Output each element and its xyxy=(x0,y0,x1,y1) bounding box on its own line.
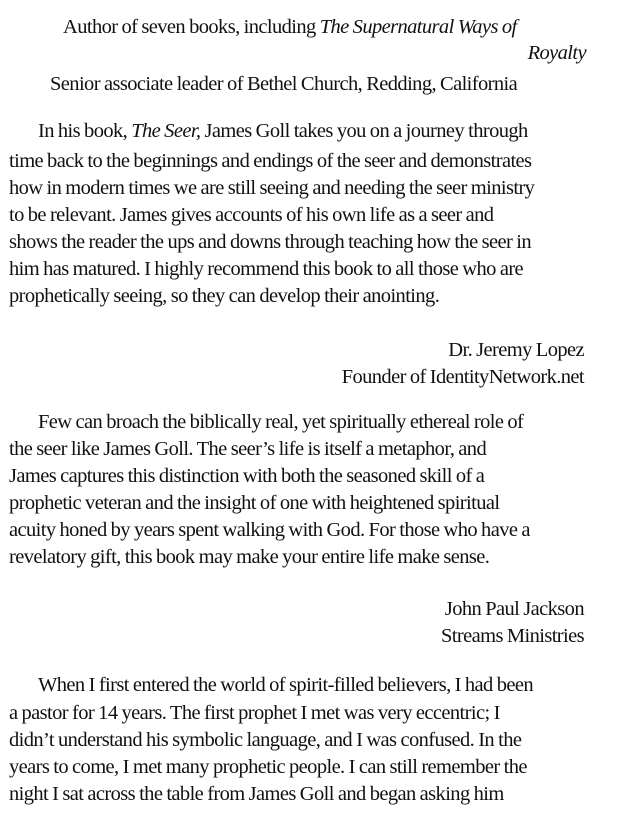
endorsement3-line: didn’t understand his symbolic language, and I was confused. In the xyxy=(9,729,522,751)
endorsement1-line: to be relevant. James gives accounts of his own life as a seer and xyxy=(9,204,494,226)
endorser2-name: John Paul Jackson xyxy=(444,598,584,620)
endorser1-name: Dr. Jeremy Lopez xyxy=(448,339,584,361)
endorsement1-prefix: In his book, xyxy=(38,120,132,142)
endorsement3-line: years to come, I met many prophetic people. I can still remember the xyxy=(9,756,527,778)
endorsement1-line: prophetically seeing, so they can develop their anointing. xyxy=(9,285,440,307)
endorsement1-rest: James Goll takes you on a journey through xyxy=(200,120,528,142)
endorser1-org: Founder of IdentityNetwork.net xyxy=(341,366,584,388)
endorsement2-line: the seer like James Goll. The seer’s life is itself a metaphor, and xyxy=(9,438,487,460)
endorsement1-line: time back to the beginnings and endings of the seer and demonstrates xyxy=(9,150,532,172)
book-title-end: Royalty xyxy=(527,42,586,64)
endorsement2-line: revelatory gift, this book may make your entire life make sense. xyxy=(9,546,490,568)
endorsement1-line: shows the reader the ups and downs through teaching how the seer in xyxy=(9,231,531,253)
endorsement3-line: a pastor for 14 years. The first prophet I met was very eccentric; I xyxy=(9,702,500,724)
endorsement3-line: When I first entered the world of spirit-filled believers, I had been xyxy=(38,674,534,696)
endorsement2-line: prophetic veteran and the insight of one with heightened spiritual xyxy=(9,492,500,514)
book-title: The Supernatural Ways of xyxy=(319,16,517,38)
endorsement1-first-line xyxy=(38,118,528,144)
endorsement3-line: night I sat across the table from James Goll and began asking him xyxy=(9,783,504,805)
book-title-continued xyxy=(528,40,586,66)
endorser2-org: Streams Ministries xyxy=(440,625,584,647)
author-credit-line xyxy=(63,14,517,40)
endorsement2-line: acuity honed by years spent walking with God. For those who have a xyxy=(9,519,530,541)
position-line: Senior associate leader of Bethel Church, Redding, California xyxy=(50,73,518,95)
endorsement2-line: James captures this distinction with both the seasoned skill of a xyxy=(9,465,485,487)
endorsement2-line: Few can broach the biblically real, yet spiritually ethereal role of xyxy=(38,411,524,433)
author-credit-text: Author of seven books, including xyxy=(63,16,320,38)
endorsement1-line: how in modern times we are still seeing and needing the seer ministry xyxy=(9,177,535,199)
endorsement1-book-title: The Seer, xyxy=(131,120,201,142)
endorsement1-line: him has matured. I highly recommend this book to all those who are xyxy=(9,258,524,280)
